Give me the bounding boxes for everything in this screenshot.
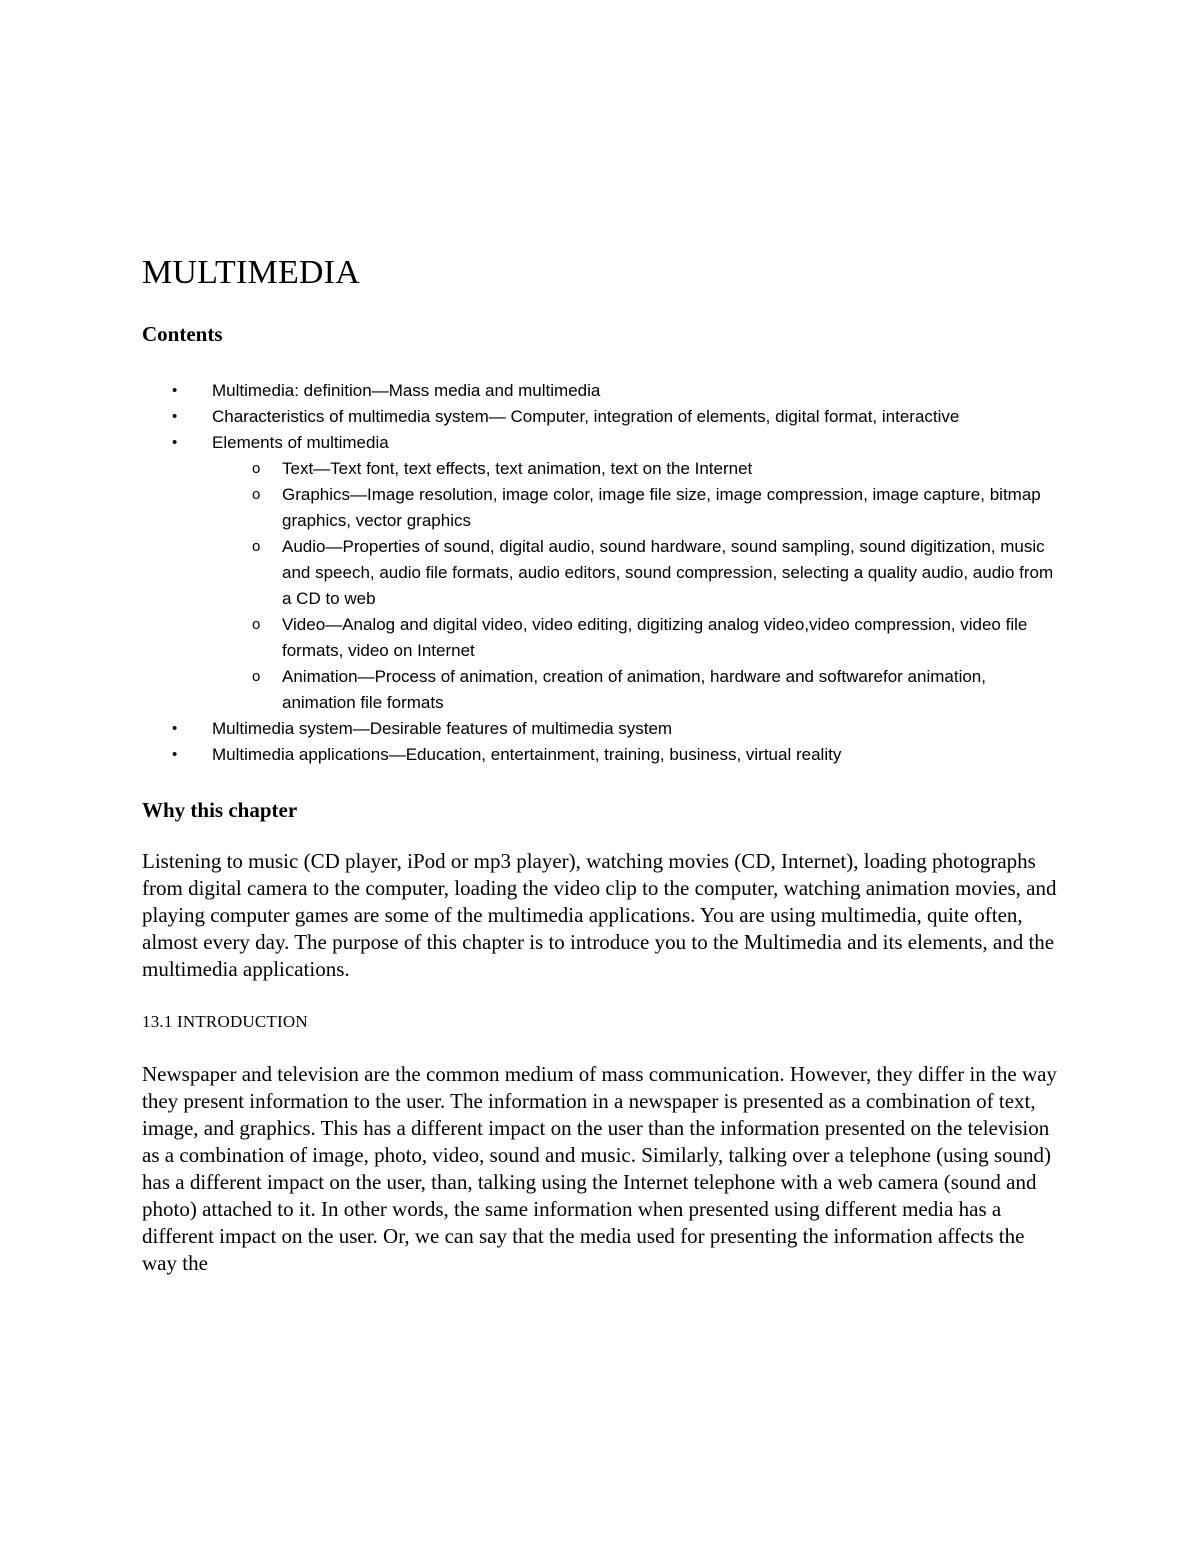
contents-item: [142, 716, 1062, 742]
contents-subitem: [212, 664, 1062, 716]
contents-item-text: Multimedia system—Desirable features of multimedia system: [212, 719, 673, 738]
bullet-icon: •: [172, 720, 178, 737]
contents-item-text: Characteristics of multimedia system— Computer, integration of elements, digital format, interactive: [212, 407, 960, 426]
circle-bullet-icon: o: [252, 668, 261, 685]
contents-heading: Contents: [142, 322, 223, 346]
document-page: [142, 252, 1062, 1277]
document-title: MULTIMEDIA: [142, 254, 360, 291]
why-chapter-paragraph: Listening to music (CD player, iPod or mp3 player), watching movies (CD, Internet), loading photographs from digital camera to the computer, loading the video clip to the computer, watching animation movies, and playing computer games are some of the multimedia applications. You are using multimedia, quite often, almost every day. The purpose of this chapter is to introduce you to the Multimedia and its elements, and the multimedia applications.: [142, 849, 1057, 981]
bullet-icon: •: [172, 434, 178, 451]
contents-item-text: Elements of multimedia: [212, 433, 389, 452]
contents-subitem-text: Video—Analog and digital video, video editing, digitizing analog video,video compression, video file formats, video on Internet: [282, 615, 1028, 660]
circle-bullet-icon: o: [252, 616, 261, 633]
contents-item: [142, 404, 1062, 430]
contents-subitem: [212, 612, 1062, 664]
contents-item: [142, 430, 1062, 716]
bullet-icon: •: [172, 382, 178, 399]
circle-bullet-icon: o: [252, 460, 261, 477]
contents-subitem: [212, 482, 1062, 534]
introduction-paragraph: Newspaper and television are the common medium of mass communication. However, they differ in the way they present information to the user. The information in a newspaper is presented as a combination of text, image, and graphics. This has a different impact on the user than the information presented on the television as a combination of image, photo, video, sound and music. Similarly, talking over a telephone (using sound) has a different impact on the user, than, talking using the Internet telephone with a web camera (sound and photo) attached to it. In other words, the same information when presented using different media has a different impact on the user. Or, we can say that the media used for presenting the information affects the way the: [142, 1062, 1057, 1275]
contents-item: [142, 742, 1062, 768]
contents-subitem: [212, 456, 1062, 482]
circle-bullet-icon: o: [252, 538, 261, 555]
contents-subitem-text: Audio—Properties of sound, digital audio, sound hardware, sound sampling, sound digitization, music and speech, audio file formats, audio editors, sound compression, selecting a quality audio, audio from a CD to web: [282, 537, 1054, 608]
contents-list: [142, 378, 1062, 768]
why-chapter-heading: Why this chapter: [142, 798, 298, 822]
contents-subitem: [212, 534, 1062, 612]
contents-item-text: Multimedia: definition—Mass media and multimedia: [212, 381, 601, 400]
contents-subitem-text: Text—Text font, text effects, text animation, text on the Internet: [282, 459, 753, 478]
contents-item: [142, 378, 1062, 404]
contents-subitem-text: Animation—Process of animation, creation of animation, hardware and softwarefor animation, animation file formats: [282, 667, 986, 712]
circle-bullet-icon: o: [252, 486, 261, 503]
contents-sublist: [212, 456, 1062, 716]
introduction-heading: 13.1 INTRODUCTION: [142, 1012, 308, 1031]
contents-subitem-text: Graphics—Image resolution, image color, image file size, image compression, image capture, bitmap graphics, vector graphics: [282, 485, 1041, 530]
bullet-icon: •: [172, 408, 178, 425]
contents-item-text: Multimedia applications—Education, entertainment, training, business, virtual reality: [212, 745, 842, 764]
bullet-icon: •: [172, 746, 178, 763]
